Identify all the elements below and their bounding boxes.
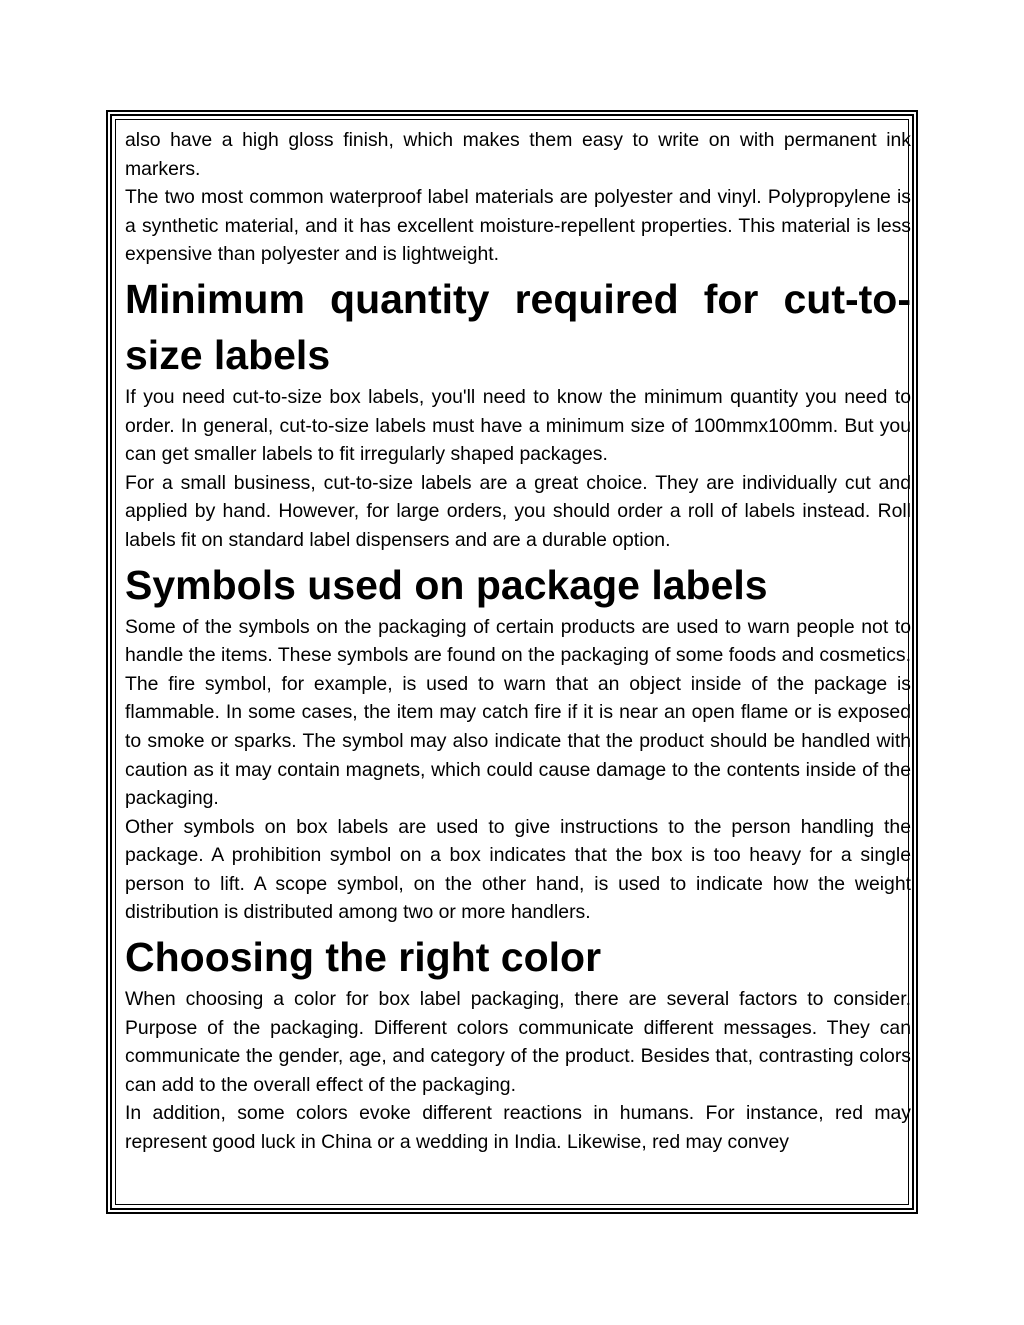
body-paragraph: For a small business, cut-to-size labels are a great choice. They are individually cut and applied by hand. However, for large orders, you should order a roll of labels instead. Roll labels fit on standard label dispensers and are a durable option. <box>125 471 911 551</box>
section-heading: Symbols used on package labels <box>125 561 768 608</box>
page-border-frame <box>106 110 918 1214</box>
document-body <box>125 126 911 1157</box>
body-paragraph: The two most common waterproof label materials are polyester and vinyl. Polypropylene is a synthetic material, and it has excellent moisture-repellent properties. This material is less expensive than polyester and is lightweight. <box>125 186 911 266</box>
section-heading: Choosing the right color <box>125 934 602 981</box>
body-paragraph: also have a high gloss finish, which makes them easy to write on with permanent ink markers. <box>125 129 911 180</box>
body-paragraph: When choosing a color for box label packaging, there are several factors to consider. Purpose of the packaging. Different colors communicate different messages. They can communicate the gender, age, and category of the product. Besides that, contrasting colors can add to the overall effect of the packaging. <box>125 988 911 1096</box>
body-paragraph: If you need cut-to-size box labels, you'll need to know the minimum quantity you need to order. In general, cut-to-size labels must have a minimum size of 100mmx100mm. But you can get smaller labels to fit irregularly shaped packages. <box>125 385 911 466</box>
body-paragraph: Other symbols on box labels are used to give instructions to the person handling the package. A prohibition symbol on a box indicates that the box is too heavy for a single person to lift. A scope symbol, on the other hand, is used to indicate how the weight distribution is distributed among two or more handlers. <box>125 815 911 924</box>
section-heading: Minimum quantity required for cut-to-size labels <box>125 275 911 378</box>
body-paragraph: Some of the symbols on the packaging of certain products are used to warn people not to handle the items. These symbols are found on the packaging of some foods and cosmetics. The fire symbol, for example, is used to warn that an object inside of the package is flammable. In some cases, the item may catch fire if it is near an open flame or is exposed to smoke or sparks. The symbol may also indicate that the product should be handled with caution as it may contain magnets, which could cause damage to the contents inside of the packaging. <box>125 615 911 810</box>
body-paragraph: In addition, some colors evoke different reactions in humans. For instance, red may represent good luck in China or a wedding in India. Likewise, red may convey <box>125 1102 911 1154</box>
